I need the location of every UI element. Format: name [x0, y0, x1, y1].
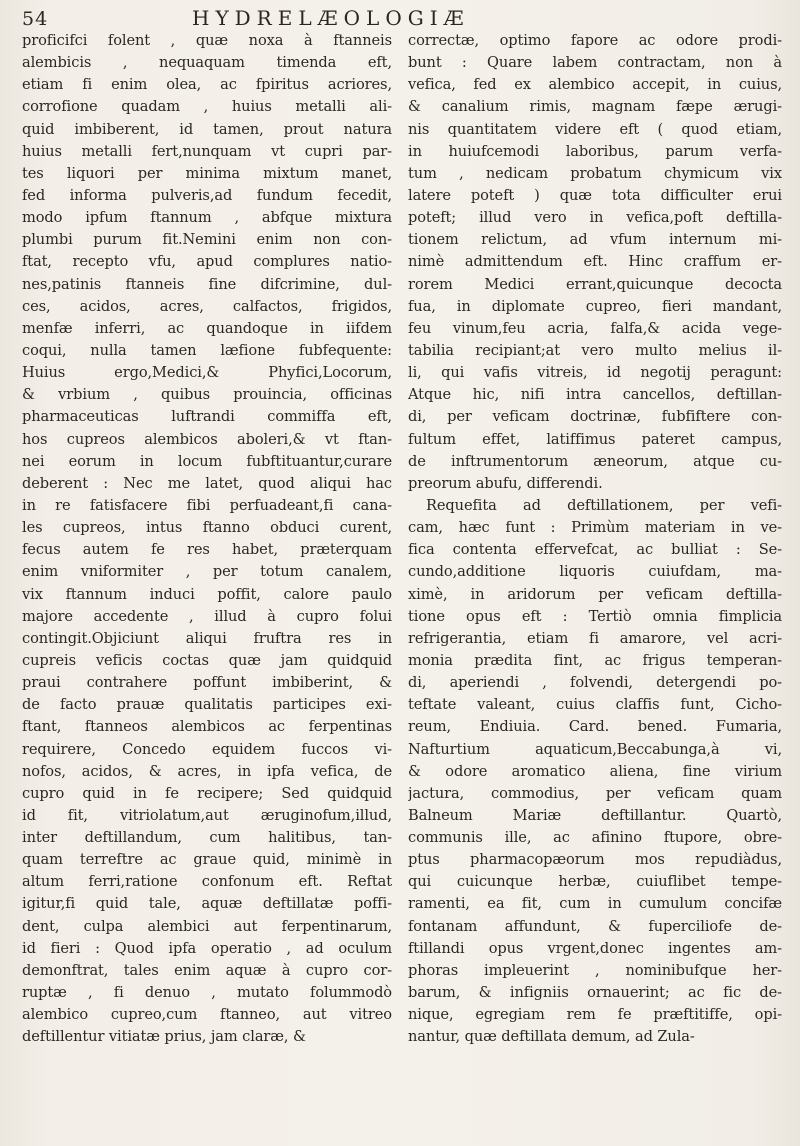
text-line: communis ille, ac afinino ftupore, obre-	[408, 829, 782, 847]
text-line: quid imbiberent, id tamen, prout natura	[22, 120, 392, 138]
text-line: preorum abufu, differendi.	[408, 474, 603, 492]
text-line: vefica, fed ex alembico accepit, in cuius,	[408, 76, 782, 94]
text-line: id fit, vitriolatum,aut æruginofum,illud,	[22, 806, 392, 824]
text-line: & vrbium , quibus prouincia, officinas	[22, 386, 392, 404]
text-line: phoras impleuerint , nominibufque her-	[408, 961, 782, 979]
text-line: bunt : Quare labem contractam, non à	[408, 54, 782, 72]
text-line: fed informa pulveris,ad fundum fecedit,	[22, 186, 392, 204]
text-line: feu vinum,feu acria, falfa,& acida vege-	[408, 319, 782, 337]
text-line: Nafturtium aquaticum,Beccabunga,à vi,	[408, 740, 782, 758]
text-line: ces, acidos, acres, calfactos, frigidos,	[22, 297, 392, 315]
text-line: poteft; illud vero in vefica,poft deftilla-	[408, 209, 782, 227]
text-line: & canalium rimis, magnam fæpe ærugi-	[408, 98, 782, 116]
text-line: barum, & infigniis ornauerint; ac fic de-	[408, 984, 782, 1002]
text-line: fontanam affundunt, & fuperciliofe de-	[408, 917, 782, 935]
text-line: di, aperiendi , folvendi, detergendi po-	[408, 674, 782, 692]
text-line: ximè, in aridorum per veficam deftilla-	[408, 585, 782, 603]
text-line: Balneum Mariæ deftillantur. Quartò,	[408, 806, 782, 824]
text-line: menfæ inferri, ac quandoque in iifdem	[22, 319, 392, 337]
text-line: li, qui vafis vitreis, id negotij peragunt:	[408, 364, 782, 382]
text-line: pharmaceuticas luftrandi commiffa eft,	[22, 408, 392, 426]
text-line: jactura, commodius, per veficam quam	[408, 784, 782, 802]
text-line: cundo,additione liquoris cuiufdam, ma-	[408, 563, 782, 581]
text-line: ramenti, ea fit, cum in cumulum concifæ	[408, 895, 782, 913]
text-line: rorem Medici errant,quicunque decocta	[408, 275, 782, 293]
text-line: Requefita ad deftillationem, per vefi-	[426, 496, 782, 514]
text-line: majore accedente , illud à cupro folui	[22, 607, 392, 625]
text-line: proficifci folent , quæ noxa à ftanneis	[22, 32, 392, 49]
text-line: de inftrumentorum æneorum, atque cu-	[408, 452, 782, 470]
text-line: nei eorum in locum fubftituantur,curare	[22, 452, 392, 470]
text-line: demonftrat, tales enim aquæ à cupro cor-	[22, 961, 392, 979]
text-line: reum, Endiuia. Card. bened. Fumaria,	[408, 718, 782, 736]
running-head	[22, 6, 778, 32]
text-line: fecus autem fe res habet, præterquam	[22, 541, 392, 559]
text-line: huius metalli fert,nunquam vt cupri par-	[22, 142, 392, 160]
text-line: igitur,fi quid tale, aquæ deftillatæ poffi-	[22, 895, 392, 913]
text-line: cupro quid in fe recipere; Sed quidquid	[22, 784, 392, 802]
right-column	[408, 30, 782, 1048]
text-line: monia prædita fint, ac frigus temperan-	[408, 651, 782, 669]
text-line: Atque hic, nifi intra cancellos, deftillan-	[408, 386, 782, 404]
text-line: les cupreos, intus ftanno obduci curent,	[22, 519, 392, 537]
text-line: tum , nedicam probatum chymicum vix	[408, 164, 782, 182]
text-line: vix ftannum induci poffit, calore paulo	[22, 585, 392, 603]
text-line: in huiufcemodi laboribus, parum verfa-	[408, 142, 782, 160]
text-line: correctæ, optimo fapore ac odore prodi-	[408, 32, 782, 49]
running-title: HYDRELÆOLOGIÆ	[192, 6, 470, 30]
text-line: de facto prauæ qualitatis participes exi-	[22, 696, 392, 714]
text-line: cupreis veficis coctas quæ jam quidquid	[22, 651, 392, 669]
text-line: Huius ergo,Medici,& Phyfici,Locorum,	[22, 364, 392, 382]
text-line: nis quantitatem videre eft ( quod etiam,	[408, 120, 782, 138]
text-line: nimè admittendum eft. Hinc craffum er-	[408, 253, 782, 271]
text-line: tes liquori per minima mixtum manet,	[22, 164, 392, 182]
text-line: nofos, acidos, & acres, in ipfa vefica, de	[22, 762, 392, 780]
text-line: requirere, Concedo equidem fuccos vi-	[22, 740, 392, 758]
text-line: deberent : Nec me latet, quod aliqui hac	[22, 474, 392, 492]
text-line: fua, in diplomate cupreo, fieri mandant,	[408, 297, 782, 315]
text-line: ruptæ , fi denuo , mutato folummodò	[22, 984, 392, 1002]
text-line: inter deftillandum, cum halitibus, tan-	[22, 829, 392, 847]
text-line: nes,patinis ftanneis fine difcrimine, dul-	[22, 275, 392, 293]
text-line: contingit.Objiciunt aliqui fruftra res in	[22, 629, 392, 647]
text-line: fultum effet, latiffimus pateret campus,	[408, 430, 782, 448]
text-line: etiam fi enim olea, ac fpiritus acriores,	[22, 76, 392, 94]
text-line: enim vniformiter , per totum canalem,	[22, 563, 392, 581]
text-line: di, per veficam doctrinæ, fubfiftere con-	[408, 408, 782, 426]
text-line: hos cupreos alembicos aboleri,& vt ftan-	[22, 430, 392, 448]
text-line: coqui, nulla tamen læfione fubfequente:	[22, 341, 392, 359]
text-line: alembicis , nequaquam timenda eft,	[22, 54, 392, 72]
text-line: alembico cupreo,cum ftanneo, aut vitreo	[22, 1006, 392, 1024]
text-line: corrofione quadam , huius metalli ali-	[22, 98, 392, 116]
text-line: quam terreftre ac graue quid, minimè in	[22, 851, 392, 869]
text-line: plumbi purum fit.Nemini enim non con-	[22, 231, 392, 249]
text-line: tabilia recipiant;at vero multo melius il-	[408, 341, 782, 359]
text-line: praui contrahere poffunt imbiberint, &	[22, 674, 392, 692]
text-line: nique, egregiam rem fe præftitiffe, opi-	[408, 1006, 782, 1024]
left-column	[22, 30, 392, 1048]
text-line: cam, hæc funt : Primùm materiam in ve-	[408, 519, 782, 537]
text-line: nantur, quæ deftillata demum, ad Zula-	[408, 1028, 695, 1046]
text-line: ftant, ftanneos alembicos ac ferpentinas	[22, 718, 392, 736]
text-line: teftate valeant, cuius claffis funt, Cicho-	[408, 696, 782, 714]
text-line: tione opus eft : Tertiò omnia fimplicia	[408, 607, 782, 625]
text-line: refrigerantia, etiam fi amarore, vel acri-	[408, 629, 782, 647]
text-line: ftillandi opus vrgent,donec ingentes am-	[408, 939, 782, 957]
text-line: dent, culpa alembici aut ferpentinarum,	[22, 917, 392, 935]
text-line: latere poteft ) quæ tota difficulter erui	[408, 186, 782, 204]
text-line: modo ipfum ftannum , abfque mixtura	[22, 209, 392, 227]
text-line: ptus pharmacopæorum mos repudiàdus,	[408, 851, 782, 869]
text-line: deftillentur vitiatæ prius, jam claræ, &	[22, 1028, 306, 1046]
text-line: tionem relictum, ad vfum internum mi-	[408, 231, 782, 249]
page-number: 54	[22, 8, 49, 30]
text-line: & odore aromatico aliena, fine virium	[408, 762, 782, 780]
text-line: fica contenta effervefcat, ac bulliat : Se-	[408, 541, 782, 559]
text-line: in re fatisfacere fibi perfuadeant,fi cana-	[22, 496, 392, 514]
text-line: qui cuicunque herbæ, cuiuflibet tempe-	[408, 873, 782, 891]
text-line: ftat, recepto vfu, apud complures natio-	[22, 253, 392, 271]
text-line: altum ferri,ratione confonum eft. Reftat	[22, 873, 392, 891]
text-line: id fieri : Quod ipfa operatio , ad oculum	[22, 939, 392, 957]
